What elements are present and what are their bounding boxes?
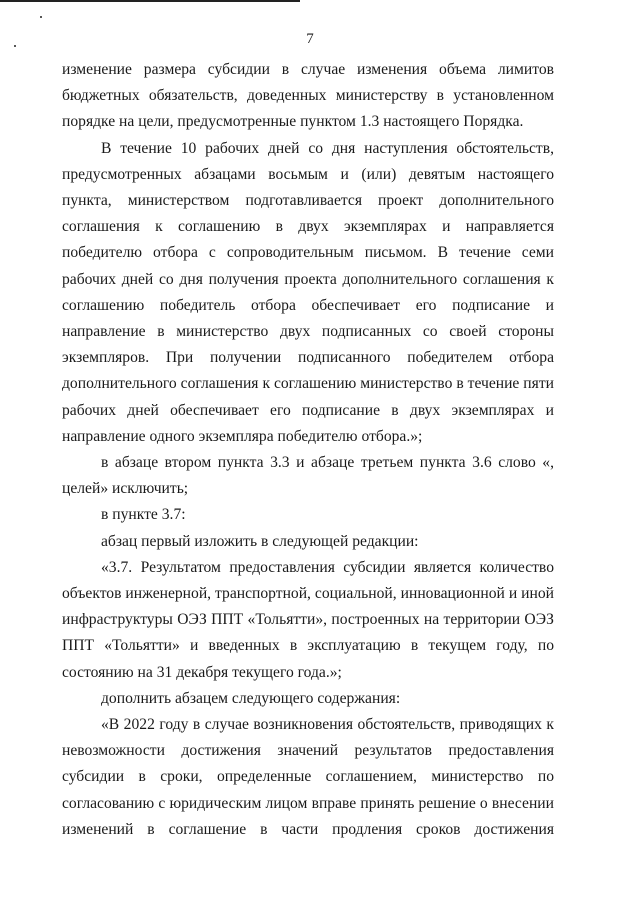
page-number: 7	[306, 31, 314, 47]
paragraph-3: в абзаце втором пункта 3.3 и абзаце третьем пункта 3.6 слово «, целей» исключить;	[62, 454, 554, 498]
document-body	[62, 57, 554, 843]
paragraph-7: дополнить абзацем следующего содержания:	[101, 689, 401, 707]
paragraph-2: В течение 10 рабочих дней со дня наступления обстоятельств, предусмотренных абзацами восьмым и (или) девятым настоящего пункта, министерством подготавливается проект дополнительного соглашения к соглашению в двух экземплярах и направляется победителю отбора с сопроводительным письмом. В течение семи рабочих дней со дня получения проекта дополнительного соглашения к соглашению победитель отбора обеспечивает его подписание и направление в министерство двух подписанных со своей стороны экземпляров. При получении подписанного победителем отбора дополнительного соглашения к соглашению министерство в течение пяти рабочих дней обеспечивает его подписание в двух экземплярах и направление одного экземпляра победителю отбора.»;	[62, 139, 554, 445]
scan-top-border	[0, 0, 300, 2]
paragraph-6: «3.7. Результатом предоставления субсидии является количество объектов инженерной, транспортной, социальной, инновационной и иной инфраструктуры ОЭЗ ППТ «Тольятти», построенных на территории ОЭЗ ППТ «Тольятти» и введенных в эксплуатацию в текущем году, по состоянию на 31 декабря текущего года.»;	[62, 558, 554, 681]
paragraph-1: изменение размера субсидии в случае изменения объема лимитов бюджетных обязательств, доведенных министерству в установленном порядке на цели, предусмотренные пунктом 1.3 настоящего Порядка.	[62, 61, 554, 131]
paragraph-5: абзац первый изложить в следующей редакции:	[101, 532, 419, 550]
paragraph-4: в пункте 3.7:	[101, 506, 186, 524]
paragraph-8: «В 2022 году в случае возникновения обстоятельств, приводящих к невозможности достижения значений результатов предоставления субсидии в сроки, определенные соглашением, министерство по согласованию с юридическим лицом вправе принять решение о внесении изменений в соглашение в части продления сроков достижения	[62, 716, 554, 838]
scan-speck	[40, 16, 42, 18]
